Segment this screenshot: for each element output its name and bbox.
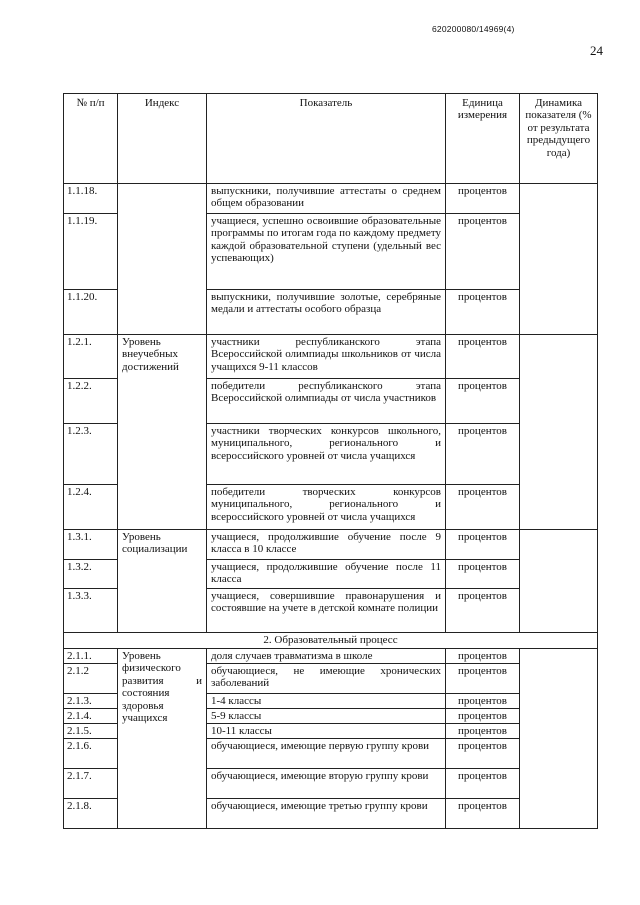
row-unit: процентов xyxy=(446,589,520,633)
row-unit: процентов xyxy=(446,739,520,769)
row-unit: процентов xyxy=(446,290,520,335)
row-indicator: победители творческих конкурсов муниципального, регионального и всероссийского уровней от числа учащихся xyxy=(207,485,446,530)
row-unit: процентов xyxy=(446,424,520,485)
row-indicator: выпускники, получившие аттестаты о среднем общем образовании xyxy=(207,184,446,214)
row-indicator: участники республиканского этапа Всероссийской олимпиады школьников от числа учащихся 9-11 классов xyxy=(207,335,446,379)
row-indicator: обучающиеся, имеющие третью группу крови xyxy=(207,799,446,829)
dynamics-cell xyxy=(520,649,598,829)
row-unit: процентов xyxy=(446,799,520,829)
index-cell-health: Уровень физического развития и состояния здоровья учащихся xyxy=(118,649,207,829)
table-row xyxy=(64,335,598,379)
row-unit: процентов xyxy=(446,485,520,530)
row-indicator: победители республиканского этапа Всероссийской олимпиады от числа участников xyxy=(207,379,446,424)
row-num: 2.1.2 xyxy=(64,664,118,694)
dynamics-cell xyxy=(520,530,598,633)
dynamics-cell xyxy=(520,335,598,530)
row-unit: процентов xyxy=(446,769,520,799)
row-num: 1.2.4. xyxy=(64,485,118,530)
row-unit: процентов xyxy=(446,184,520,214)
row-num: 1.3.1. xyxy=(64,530,118,560)
row-num: 2.1.7. xyxy=(64,769,118,799)
header-indicator: Показатель xyxy=(207,94,446,184)
row-num: 2.1.6. xyxy=(64,739,118,769)
row-num: 1.1.18. xyxy=(64,184,118,214)
row-unit: процентов xyxy=(446,379,520,424)
row-indicator: 10-11 классы xyxy=(207,724,446,739)
row-indicator: 5-9 классы xyxy=(207,709,446,724)
row-indicator: обучающиеся, имеющие вторую группу крови xyxy=(207,769,446,799)
header-dynamics: Динамика показателя (% от результата предыдущего года) xyxy=(520,94,598,184)
row-num: 1.3.3. xyxy=(64,589,118,633)
row-indicator: учащиеся, продолжившие обучение после 11 класса xyxy=(207,560,446,589)
row-unit: процентов xyxy=(446,335,520,379)
row-unit: процентов xyxy=(446,664,520,694)
row-num: 1.2.3. xyxy=(64,424,118,485)
row-unit: процентов xyxy=(446,560,520,589)
row-unit: процентов xyxy=(446,709,520,724)
row-num: 2.1.5. xyxy=(64,724,118,739)
row-num: 1.1.19. xyxy=(64,214,118,290)
row-num: 2.1.4. xyxy=(64,709,118,724)
row-indicator: учащиеся, совершившие правонарушения и состоявшие на учете в детской комнате полиции xyxy=(207,589,446,633)
row-num: 1.2.1. xyxy=(64,335,118,379)
row-unit: процентов xyxy=(446,530,520,560)
row-indicator: обучающиеся, не имеющие хронических заболеваний xyxy=(207,664,446,694)
page-number: 24 xyxy=(590,43,603,58)
row-num: 2.1.3. xyxy=(64,694,118,709)
row-unit: процентов xyxy=(446,694,520,709)
row-indicator: выпускники, получившие золотые, серебряные медали и аттестаты особого образца xyxy=(207,290,446,335)
index-cell-extracurricular: Уровень внеучебных достижений xyxy=(118,335,207,530)
row-indicator: доля случаев травматизма в школе xyxy=(207,649,446,664)
row-indicator: обучающиеся, имеющие первую группу крови xyxy=(207,739,446,769)
section-title: 2. Образовательный процесс xyxy=(64,633,598,649)
header-index: Индекс xyxy=(118,94,207,184)
table-header-row xyxy=(64,94,598,184)
row-num: 1.1.20. xyxy=(64,290,118,335)
row-unit: процентов xyxy=(446,649,520,664)
index-cell-socialization: Уровень социализации xyxy=(118,530,207,633)
table-row xyxy=(64,184,598,214)
document-id: 620200080/14969(4) xyxy=(432,24,515,34)
table-row xyxy=(64,649,598,664)
row-unit: процентов xyxy=(446,724,520,739)
dynamics-cell xyxy=(520,184,598,335)
row-unit: процентов xyxy=(446,214,520,290)
indicators-table xyxy=(63,93,598,829)
table-row xyxy=(64,530,598,560)
row-indicator: участники творческих конкурсов школьного, муниципального, регионального и всероссийского уровней от числа учащихся xyxy=(207,424,446,485)
row-num: 1.3.2. xyxy=(64,560,118,589)
row-indicator: 1-4 классы xyxy=(207,694,446,709)
header-num: № п/п xyxy=(64,94,118,184)
header-unit: Единица измерения xyxy=(446,94,520,184)
row-indicator: учащиеся, продолжившие обучение после 9 класса в 10 классе xyxy=(207,530,446,560)
row-num: 2.1.8. xyxy=(64,799,118,829)
row-num: 2.1.1. xyxy=(64,649,118,664)
row-indicator: учащиеся, успешно освоившие образовательные программы по итогам года по каждому предмету каждой образовательной ступени (удельный вес успевающих) xyxy=(207,214,446,290)
row-num: 1.2.2. xyxy=(64,379,118,424)
index-cell xyxy=(118,184,207,335)
section-row xyxy=(64,633,598,649)
